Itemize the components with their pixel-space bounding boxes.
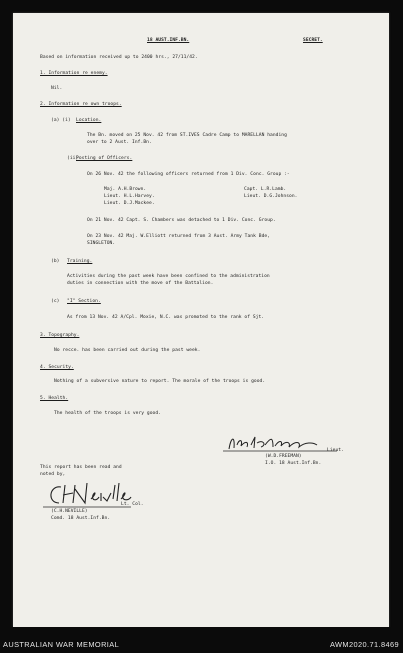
io-title: I.O. 18 Aust.Inf.Bn.	[265, 461, 322, 466]
section-2aii-line3: On 23 Nov. 42 Maj. W.Elliott returned from 3 Aust. Army Tank Bde,	[87, 234, 271, 239]
archive-footer	[0, 627, 403, 653]
co-title: Comd. 18 Aust.Inf.Bn.	[51, 516, 111, 521]
io-signature	[221, 431, 339, 453]
section-5-title: 5. Health.	[40, 396, 69, 401]
section-5-body: The health of the troops is very good.	[54, 411, 161, 416]
section-1-title: 1. Information re enemy.	[40, 71, 108, 76]
section-2b-line1: Activities during the past week have been confined to the administration	[67, 274, 270, 279]
section-2aii-line2: On 21 Nov. 42 Capt. S. Chambers was detached to 1 Div. Conc. Group.	[87, 218, 276, 223]
section-2c-label: (c)	[51, 299, 60, 304]
officer-left-0: Maj. A.H.Brown.	[104, 187, 147, 192]
section-4-title: 4. Security.	[40, 365, 74, 370]
co-name: (C.H.NEVILLE)	[51, 509, 88, 514]
officer-left-2: Lieut. D.J.Mackee.	[104, 201, 155, 206]
section-2b-line2: duties in connection with the move of the Battalion.	[67, 281, 214, 286]
section-2aii-label: (ii)	[67, 156, 79, 161]
section-1-body: Nil.	[51, 86, 63, 91]
section-2a-label: (a) (i)	[51, 118, 71, 123]
officer-right-1: Lieut. D.G.Johnson.	[244, 194, 298, 199]
section-3-body: No recce. has been carried out during the past week.	[54, 348, 201, 353]
section-2aii-title: Posting of Officers.	[76, 156, 133, 161]
section-2a-title: Location.	[76, 118, 102, 123]
io-rank: Lieut.	[327, 448, 344, 453]
document-page	[13, 13, 389, 627]
footer-right-label: AWM2020.71.8469	[330, 640, 399, 649]
footer-left-label: AUSTRALIAN WAR MEMORIAL	[3, 640, 120, 649]
section-2c-title: "I" Section.	[67, 299, 101, 304]
section-2a-line2: over to 2 Aust. Inf.Bn.	[87, 140, 152, 145]
co-signature	[41, 479, 133, 509]
section-2a-line1: The Bn. moved on 25 Nov. 42 from ST.IVES Cadre Camp to MARELLAN handing	[87, 133, 287, 138]
section-4-body: Nothing of a subversive nature to report. The morale of the troops is good.	[54, 379, 266, 384]
noted-line2: noted by,	[40, 472, 66, 477]
section-3-title: 3. Topography.	[40, 333, 80, 338]
section-2c-line1: As from 13 Nov. 42 A/Cpl. Moxie, N.C. was promoted to the rank of Sjt.	[67, 315, 265, 320]
officer-right-0: Capt. L.R.Lamb.	[244, 187, 287, 192]
header-secret: SECRET.	[303, 38, 323, 43]
section-2b-title: Training.	[67, 259, 93, 264]
noted-line1: This report has been read and	[40, 465, 122, 470]
co-rank: Lt. Col.	[121, 502, 144, 507]
header-unit: 18 AUST.INF.BN.	[147, 38, 190, 43]
section-2aii-line1: On 26 Nov. 42 the following officers returned from 1 Div. Conc. Group :-	[87, 172, 290, 177]
section-2aii-line4: SINGLETON.	[87, 241, 116, 246]
section-2b-label: (b)	[51, 259, 60, 264]
io-name: (W.D.FREEMAN)	[265, 454, 302, 459]
section-2-title: 2. Information re own troops.	[40, 102, 122, 107]
intro-line: Based on information received up to 2400 hrs., 27/11/42.	[40, 55, 198, 60]
officer-left-1: Lieut. H.L.Harvey.	[104, 194, 155, 199]
